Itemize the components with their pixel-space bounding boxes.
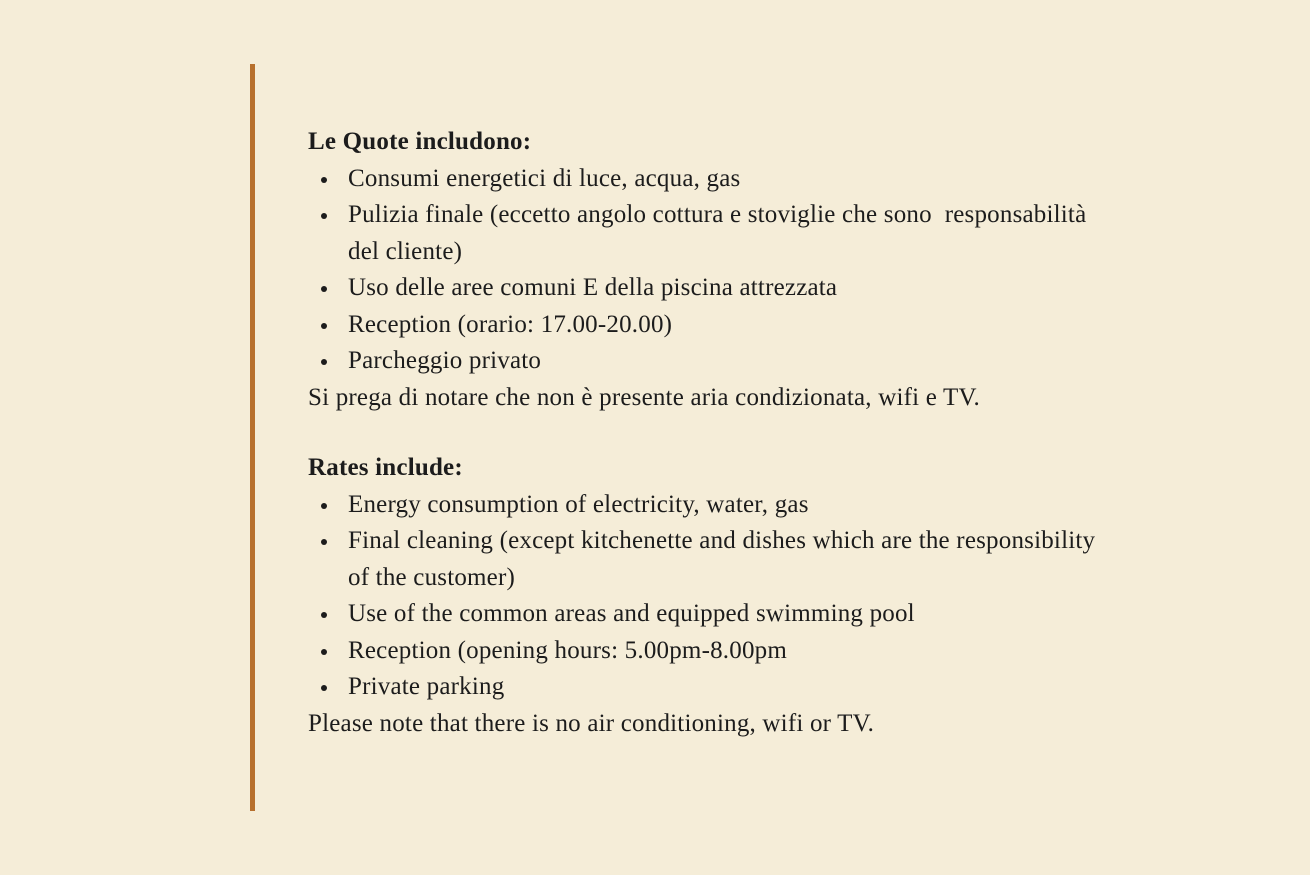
italian-section [308,124,1208,416]
list-item: Use of the common areas and equipped swimming pool [308,596,1108,633]
list-item: Reception (opening hours: 5.00pm-8.00pm [308,633,1108,670]
italian-title: Le Quote includono: [308,128,532,155]
italian-note: Si prega di notare che non è presente aria condizionata, wifi e TV. [308,383,980,411]
rates-content [308,124,1208,742]
accent-bar [250,64,255,811]
list-item: Uso delle aree comuni E della piscina attrezzata [308,270,1108,307]
english-note: Please note that there is no air conditioning, wifi or TV. [308,709,875,737]
list-item: Consumi energetici di luce, acqua, gas [308,161,1108,198]
section-spacer [308,416,1208,450]
italian-list [308,161,1208,380]
english-title: Rates include: [308,454,463,481]
list-item: Reception (orario: 17.00-20.00) [308,307,1108,344]
list-item: Energy consumption of electricity, water, gas [308,487,1108,524]
english-list [308,487,1208,706]
list-item: Parcheggio privato [308,343,1108,380]
english-section [308,450,1208,742]
list-item: Final cleaning (except kitchenette and dishes which are the responsibility of the customer) [308,523,1108,596]
list-item: Pulizia finale (eccetto angolo cottura e stoviglie che sono responsabilità del cliente) [308,197,1108,270]
list-item: Private parking [308,669,1108,706]
